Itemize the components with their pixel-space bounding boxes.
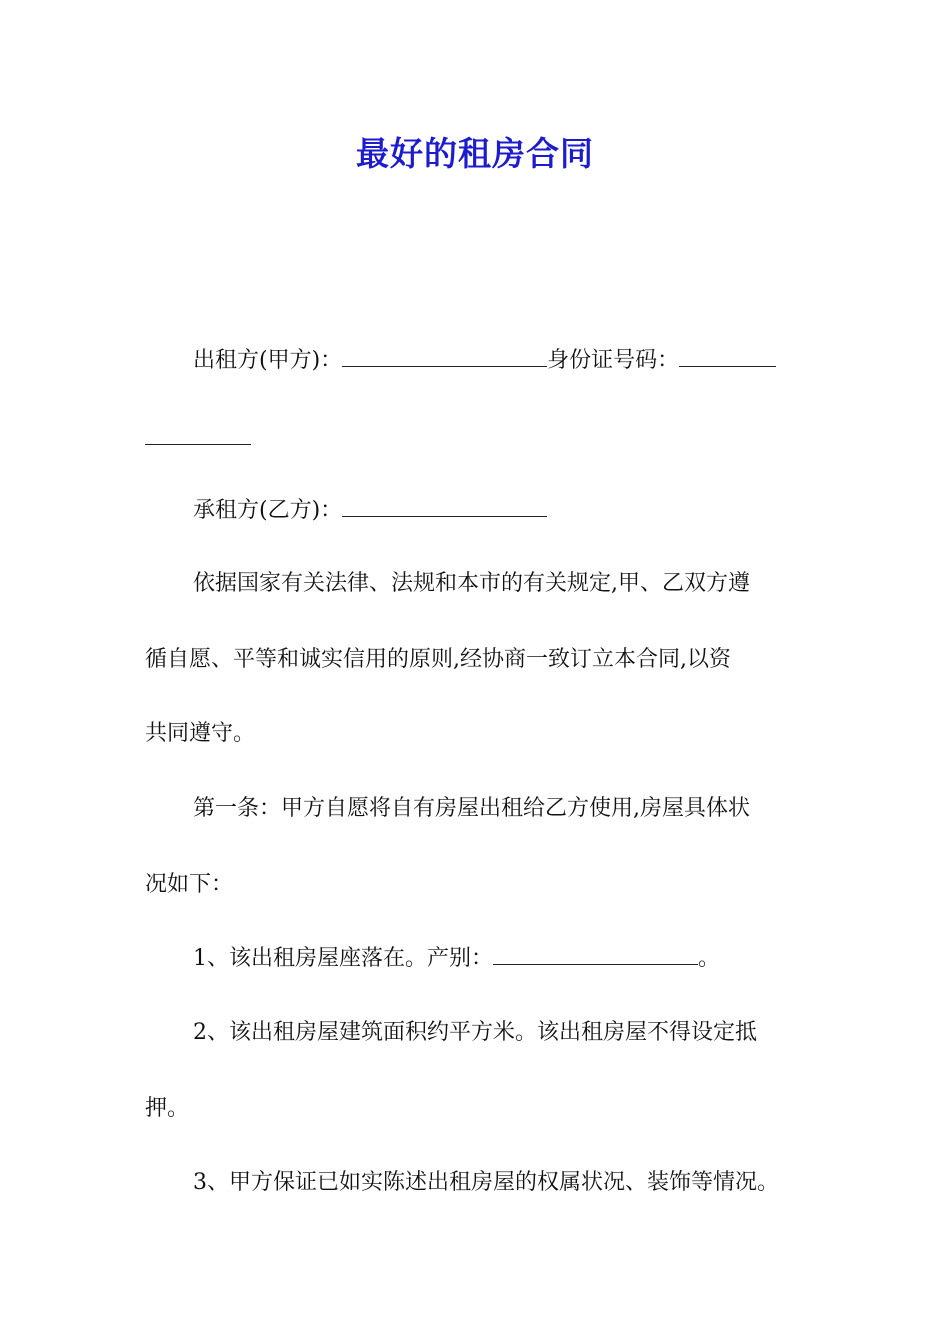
preamble-line-1: 依据国家有关法律、法规和本市的有关规定,甲、乙双方遵: [193, 571, 750, 596]
party-b-name-blank: [342, 498, 547, 517]
party-a-id-blank-2: [145, 426, 251, 445]
item-2-line-2: 押。: [145, 1096, 190, 1121]
item-1-line: [193, 944, 873, 974]
party-a-id-blank-1: [679, 348, 776, 367]
preamble-line-2: 循自愿、平等和诚实信用的原则,经协商一致订立本合同,以资: [145, 647, 731, 672]
party-a-id-continuation: [145, 424, 825, 454]
item-1-text: 1、该出租房屋座落在。产别：: [193, 946, 493, 971]
party-a-name-blank: [342, 348, 547, 367]
item-1-blank: [493, 946, 698, 965]
article-1-line-1: 第一条：甲方自愿将自有房屋出租给乙方使用,房屋具体状: [193, 796, 750, 821]
article-1-line-2: 况如下：: [145, 872, 234, 897]
party-a-label: 出租方(甲方)：: [193, 348, 343, 373]
party-b-line: [193, 496, 873, 526]
party-a-line: [193, 346, 873, 376]
item-1-end: 。: [698, 946, 721, 971]
document-title: 最好的租房合同: [356, 134, 594, 173]
item-3-line-1: 3、甲方保证已如实陈述出租房屋的权属状况、装饰等情况。: [193, 1170, 779, 1195]
preamble-line-3: 共同遵守。: [145, 721, 256, 746]
party-b-label: 承租方(乙方)：: [193, 498, 343, 523]
item-2-line-1: 2、该出租房屋建筑面积约平方米。该出租房屋不得设定抵: [193, 1020, 757, 1045]
party-a-id-label: 身份证号码：: [547, 348, 680, 373]
